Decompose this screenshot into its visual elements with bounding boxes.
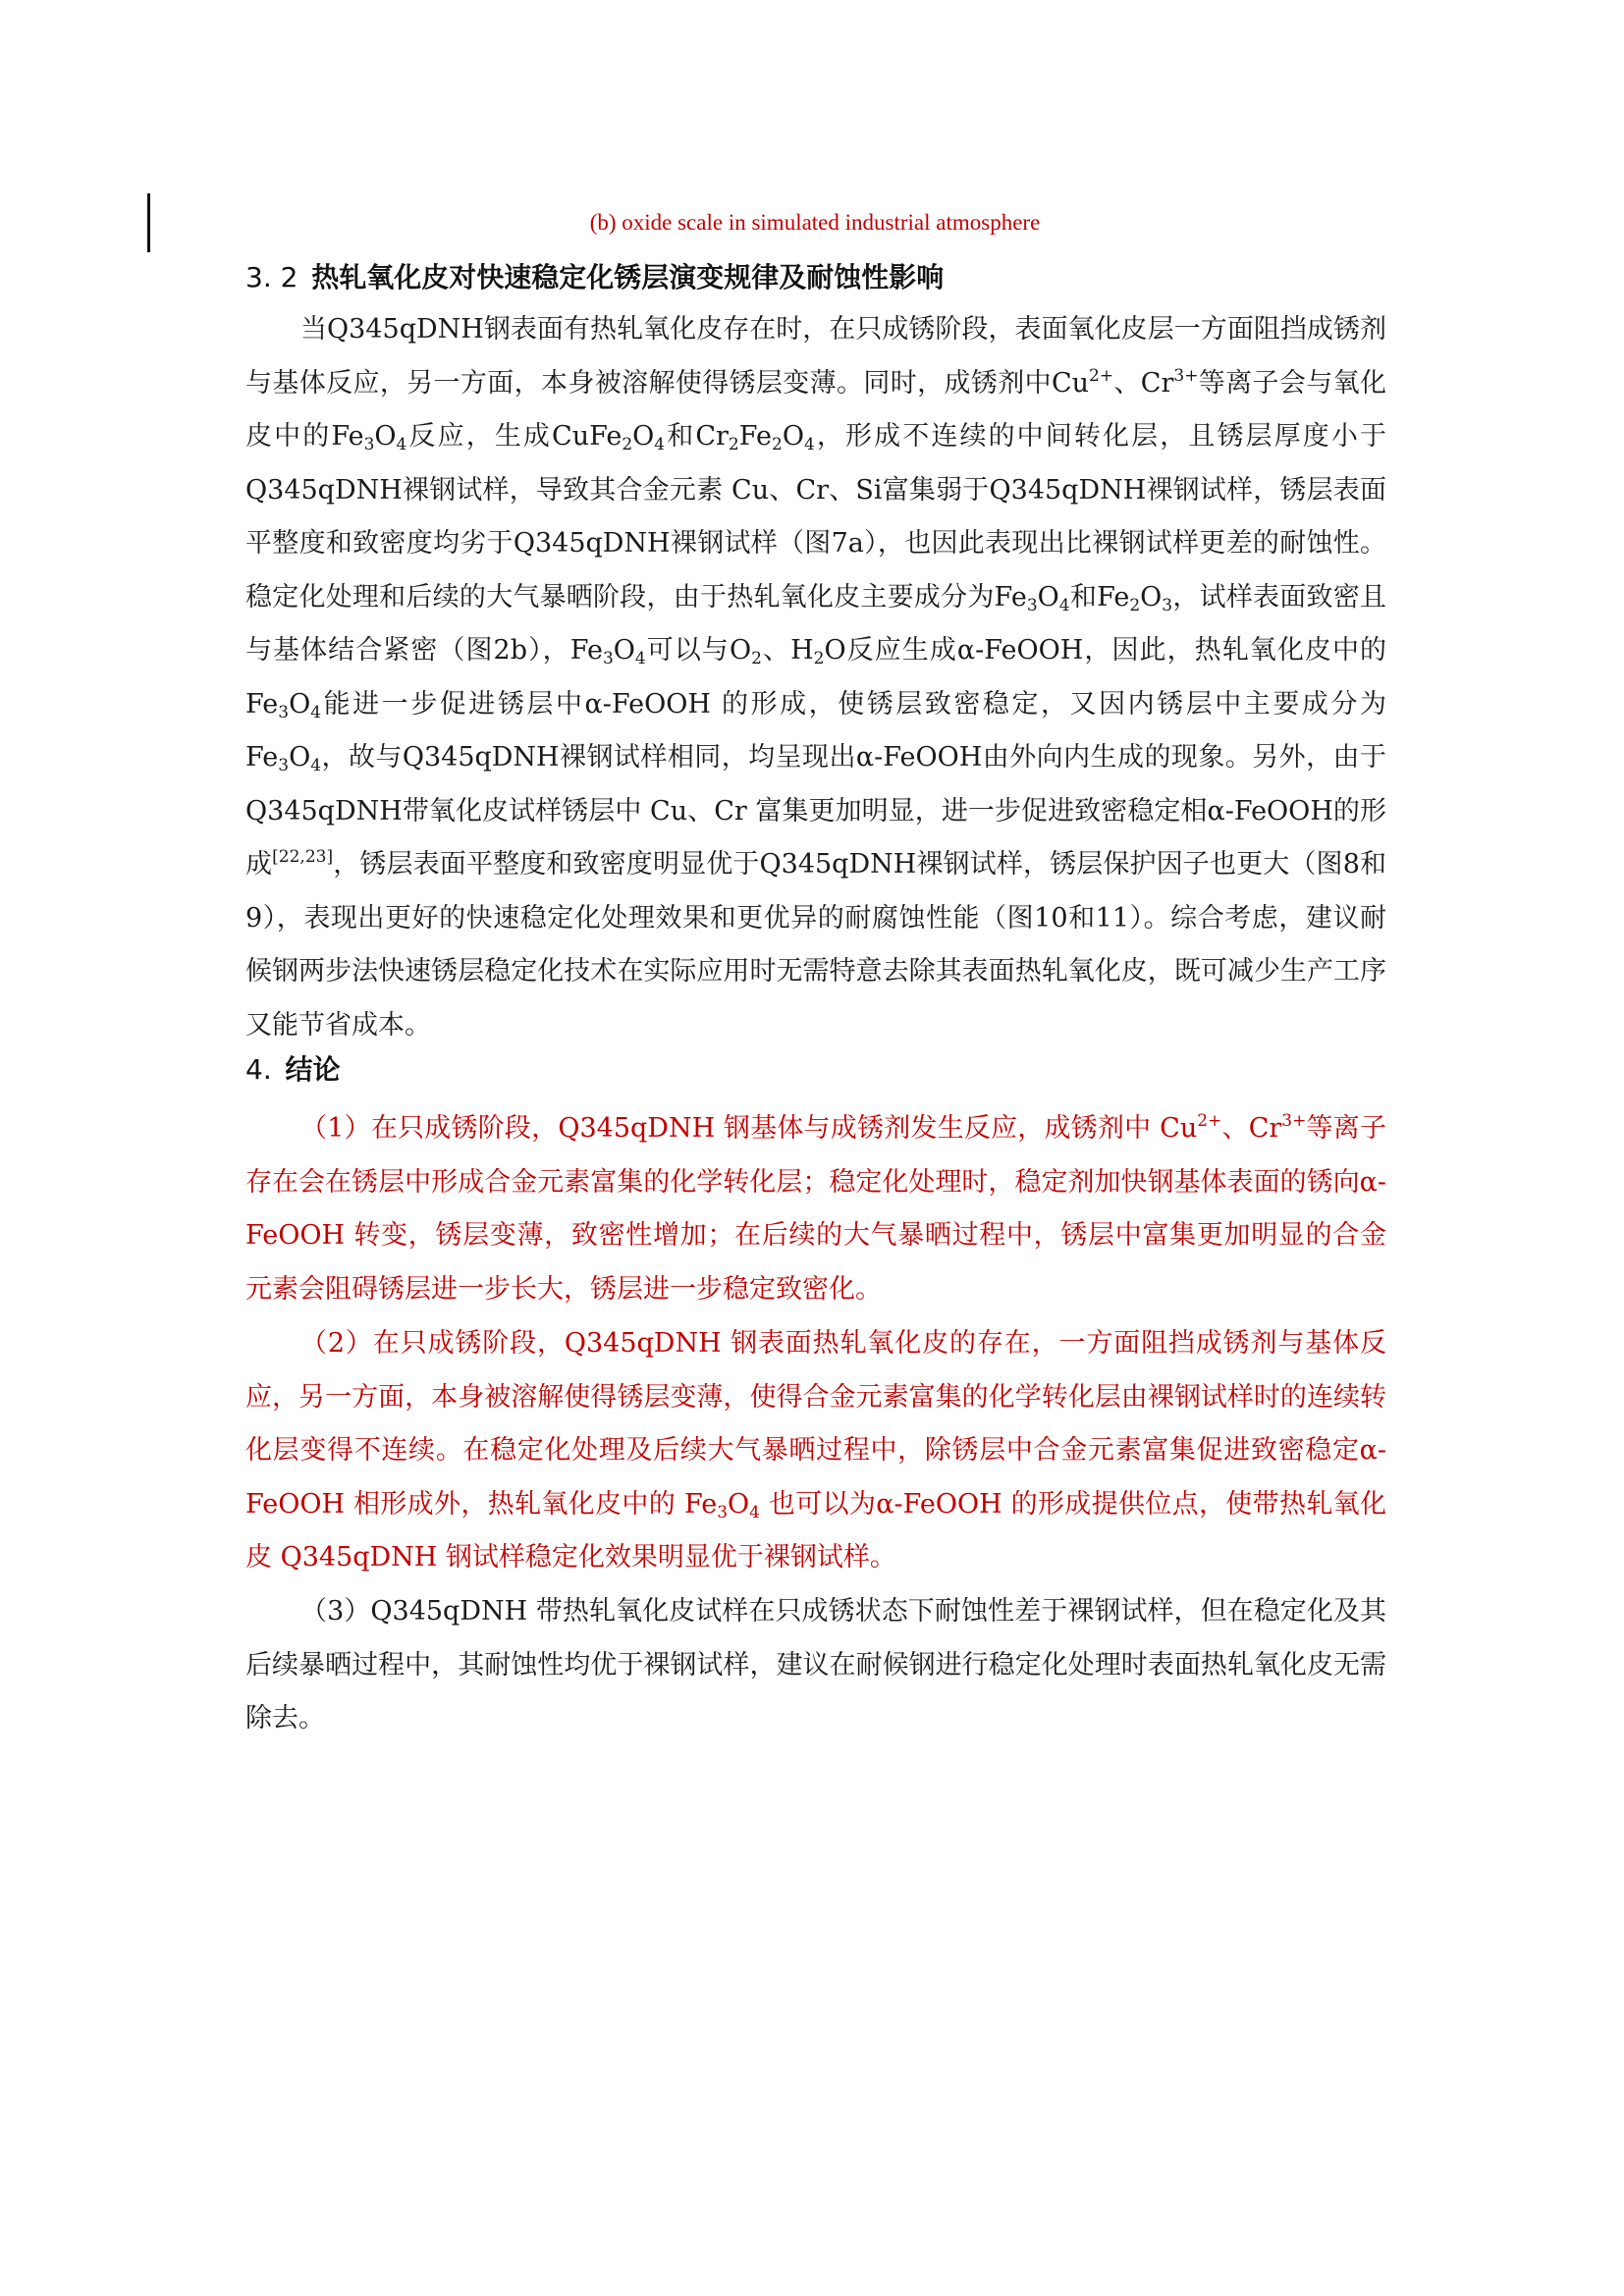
conclusion-item-1: （1）在只成锈阶段，Q345qDNH 钢基体与成锈剂发生反应，成锈剂中 $Cu^{2+}$、$Cr^{3+}$等离子存在会在锈层中形成合金元素富集的化学转化层；稳定化处理时，稳定剂加快钢基体表面的锈向α-FeOOH 转变，锈层变薄，致密性增加；在后续的大气暴晒过程中，锈层中富集更加明显的合金元素会阻碍锈层进一步长大，锈层进一步稳定致密化。 (245, 1111, 1386, 1305)
conclusion-number: 4. (245, 1053, 272, 1086)
conclusion-item-3: （3）Q345qDNH 带热轧氧化皮试样在只成锈状态下耐蚀性差于裸钢试样，但在稳定化及其后续暴晒过程中，其耐蚀性均优于裸钢试样，建议在耐候钢进行稳定化处理时表面热轧氧化皮无需除去。 (245, 1596, 1386, 1734)
body-paragraph: 当Q345qDNH钢表面有热轧氧化皮存在时，在只成锈阶段，表面氧化皮层一方面阻挡成锈剂与基体反应，另一方面，本身被溶解使得锈层变薄。同时，成锈剂中$Cu^{2+}$、$Cr^{3+}$等离子会与氧化皮中的$Fe_3O_4$反应，生成$CuFe_2O_4$和$Cr_2Fe_2O_4$，形成不连续的中间转化层，且锈层厚度小于Q345qDNH裸钢试样，导致其合金元素 Cu、Cr、Si富集弱于Q345qDNH裸钢试样，锈层表面平整度和致密度均劣于Q345qDNH裸钢试样（图7a），也因此表现出比裸钢试样更差的耐蚀性。稳定化处理和后续的大气暴晒阶段，由于热轧氧化皮主要成分为$Fe_3O_4$和$Fe_2O_3$，试样表面致密且与基体结合紧密（图2b），$Fe_3O_4$可以与$O_2$、$H_2O$反应生成α-FeOOH，因此，热轧氧化皮中的$Fe_3O_4$能进一步促进锈层中α-FeOOH 的形成，使锈层致密稳定，又因内锈层中主要成分为$Fe_3O_4$，故与Q345qDNH裸钢试样相同，均呈现出α-FeOOH由外向内生成的现象。另外，由于Q345qDNH带氧化皮试样锈层中 Cu、Cr 富集更加明显，进一步促进致密稳定相α-FeOOH的形成[22,23]，锈层表面平整度和致密度明显优于Q345qDNH裸钢试样，锈层保护因子也更大（图8和9），表现出更好的快速稳定化处理效果和更优异的耐腐蚀性能（图10和11）。综合考虑，建议耐候钢两步法快速锈层稳定化技术在实际应用时无需特意去除其表面热轧氧化皮，既可减少生产工序又能节省成本。 (245, 314, 1387, 1041)
section-heading (245, 258, 944, 297)
conclusion-heading (245, 1050, 340, 1090)
section-number: 3. 2 (245, 261, 298, 294)
conclusion-item-2: （2）在只成锈阶段，Q345qDNH 钢表面热轧氧化皮的存在，一方面阻挡成锈剂与基体反应，另一方面，本身被溶解使得锈层变薄，使得合金元素富集的化学转化层由裸钢试样时的连续转化层变得不连续。在稳定化处理及后续大气暴晒过程中，除锈层中合金元素富集促进致密稳定α-FeOOH 相形成外，热轧氧化皮中的 $Fe_3O_4$ 也可以为α-FeOOH 的形成提供位点，使带热轧氧化皮 Q345qDNH 钢试样稳定化效果明显优于裸钢试样。 (245, 1328, 1387, 1573)
citation-ref: [22,23] (272, 847, 334, 867)
section-title: 热轧氧化皮对快速稳定化锈层演变规律及耐蚀性影响 (311, 261, 945, 294)
figure-caption: (b) oxide scale in simulated industrial atmosphere (589, 210, 1041, 235)
conclusion-title: 结论 (285, 1053, 341, 1086)
text-cursor (147, 193, 150, 252)
